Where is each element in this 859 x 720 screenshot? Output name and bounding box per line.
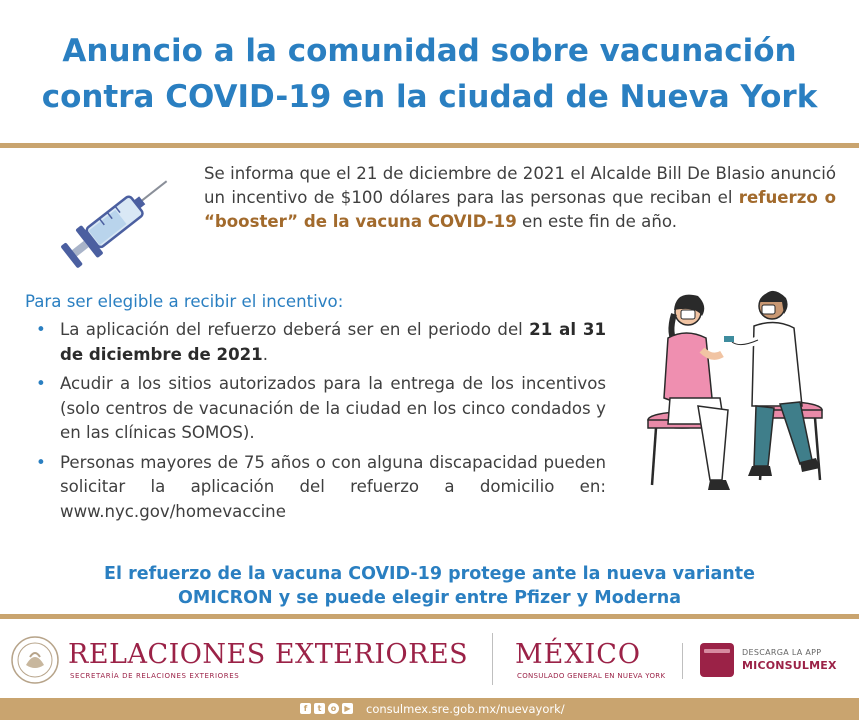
sre-title: RELACIONES EXTERIORES	[68, 639, 469, 670]
coat-of-arms-icon	[10, 635, 60, 685]
app-icon	[700, 643, 734, 677]
social-icons	[300, 703, 353, 715]
page-title	[0, 28, 859, 120]
title-line-1: Anuncio a la comunidad sobre vacunación	[62, 33, 797, 69]
instagram-icon[interactable]: o	[328, 703, 339, 714]
sre-subtitle: SECRETARÍA DE RELACIONES EXTERIORES	[70, 672, 240, 680]
intro-paragraph: Se informa que el 21 de diciembre de 2021 el Alcalde Bill De Blasio anunció un incentivo de $100 dólares para las personas que reciban el refuerzo o “booster” de la vacuna COVID-19 en este fin de año.	[204, 164, 836, 231]
footer-separator	[682, 643, 683, 679]
list-item: • Personas mayores de 75 años o con alguna discapacidad pueden solicitar la aplicación del refuerzo a domicilio en: www.nyc.gov/homevaccine	[36, 452, 606, 521]
app-name: MICONSULMEX	[742, 659, 837, 672]
vaccination-illustration	[640, 280, 840, 520]
mexico-subtitle: CONSULADO GENERAL EN NUEVA YORK	[517, 672, 666, 680]
footer-separator	[492, 633, 493, 685]
syringe-icon	[52, 160, 182, 275]
youtube-icon[interactable]: ▶	[342, 703, 353, 714]
list-item: • La aplicación del refuerzo deberá ser en el periodo del 21 al 31 de diciembre de 2021.	[36, 320, 606, 364]
eligibility-title: Para ser elegible a recibir el incentivo:	[25, 292, 344, 311]
footer	[0, 619, 859, 698]
list-item: • Acudir a los sitios autorizados para la entrega de los incentivos (solo centros de vacunación de la ciudad en los cinco condados y en las clínicas SOMOS).	[36, 374, 606, 442]
bullet-icon: •	[36, 452, 46, 472]
mexico-title: MÉXICO	[515, 639, 642, 670]
bullet-icon: •	[36, 374, 46, 393]
bullet-icon: •	[36, 320, 46, 339]
top-divider	[0, 143, 859, 148]
twitter-icon[interactable]: t	[314, 703, 325, 714]
bottom-bar	[0, 698, 859, 720]
app-download-label: DESCARGA LA APP	[742, 648, 822, 657]
intro-highlight: refuerzo o “booster” de la vacuna COVID-19	[204, 188, 836, 231]
eligibility-list	[36, 318, 606, 529]
facebook-icon[interactable]: f	[300, 703, 311, 714]
website-link[interactable]: consulmex.sre.gob.mx/nuevayork/	[366, 702, 565, 716]
title-line-2: contra COVID-19 en la ciudad de Nueva York	[41, 79, 818, 115]
closing-message: El refuerzo de la vacuna COVID-19 protege ante la nueva variante OMICRON y se puede elegir entre Pfizer y Moderna	[104, 564, 755, 608]
